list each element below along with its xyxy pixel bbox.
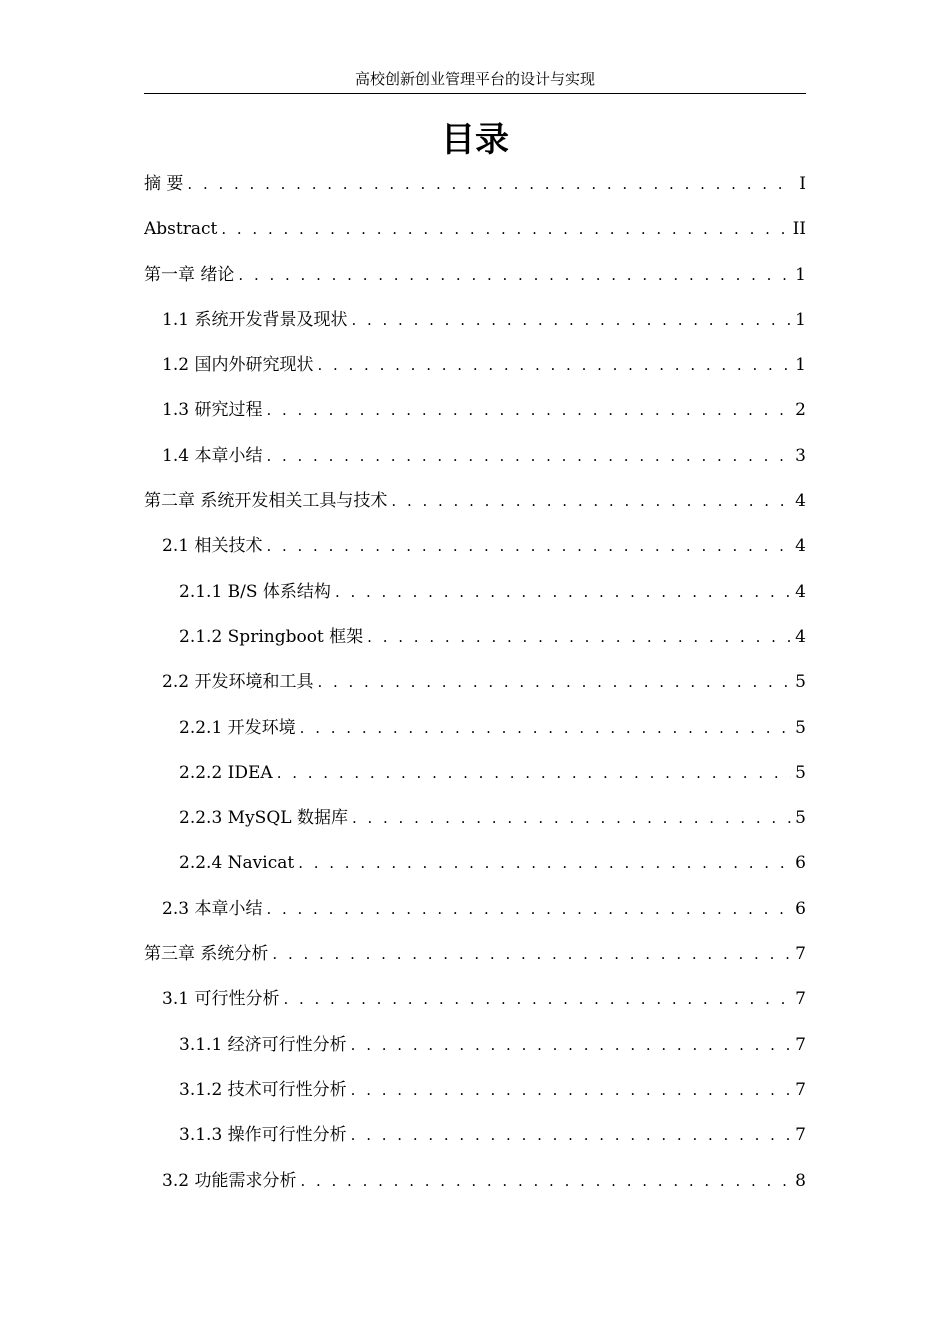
toc-entry-text: 3.1.3 操作可行性分析	[179, 1125, 347, 1146]
toc-entry-text: 1.3 研究过程	[162, 400, 263, 421]
toc-dot-leader	[352, 805, 791, 831]
toc-entry[interactable]	[144, 352, 806, 397]
toc-entry-text: 3.2 功能需求分析	[162, 1170, 297, 1191]
toc-dot-leader	[266, 896, 791, 922]
toc-entry[interactable]	[144, 1168, 806, 1213]
toc-page-number: 7	[795, 989, 806, 1010]
toc-page-number: 1	[795, 355, 806, 376]
toc-dot-leader	[266, 443, 791, 469]
toc-page-number: 2	[795, 400, 806, 421]
toc-entry[interactable]	[144, 760, 806, 805]
toc-entry[interactable]	[144, 443, 806, 488]
toc-dot-leader	[391, 488, 791, 514]
toc-entry-text: 2.2.3 MySQL 数据库	[179, 808, 348, 829]
toc-entry-text: 2.2.1 开发环境	[179, 717, 296, 738]
toc-entry[interactable]	[144, 262, 806, 307]
toc-entry[interactable]	[144, 533, 806, 578]
toc-entry[interactable]	[144, 1122, 806, 1167]
toc-entry[interactable]	[144, 850, 806, 895]
toc-page-number: 7	[795, 1125, 806, 1146]
toc-dot-leader	[367, 624, 791, 650]
toc-title: 目录	[441, 120, 509, 160]
toc-dot-leader	[187, 171, 792, 197]
toc-entry[interactable]	[144, 941, 806, 986]
toc-entry-text: 1.2 国内外研究现状	[162, 355, 314, 376]
toc-entry-text: 2.1.2 Springboot 框架	[179, 626, 364, 647]
toc-entry[interactable]	[144, 488, 806, 533]
toc-entry[interactable]	[144, 1032, 806, 1077]
toc-page-number: 7	[795, 1079, 806, 1100]
toc-list	[144, 171, 806, 1213]
toc-entry-text: 2.1.1 B/S 体系结构	[179, 581, 331, 602]
toc-entry[interactable]	[144, 669, 806, 714]
running-header: 高校创新创业管理平台的设计与实现	[354, 70, 595, 88]
toc-dot-leader	[351, 1077, 792, 1103]
toc-entry[interactable]	[144, 579, 806, 624]
toc-dot-leader	[283, 986, 791, 1012]
toc-entry-text: 1.4 本章小结	[162, 445, 263, 466]
toc-dot-leader	[351, 307, 791, 333]
toc-dot-leader	[351, 1032, 792, 1058]
toc-dot-leader	[335, 579, 791, 605]
toc-page-number: 1	[795, 309, 806, 330]
toc-dot-leader	[300, 1168, 791, 1194]
toc-dot-leader	[277, 760, 791, 786]
header-rule	[144, 93, 806, 94]
toc-page-number: 3	[795, 445, 806, 466]
toc-dot-leader	[300, 715, 792, 741]
toc-entry-text: 3.1 可行性分析	[162, 989, 280, 1010]
toc-entry-text: 第二章 系统开发相关工具与技术	[144, 491, 388, 512]
toc-dot-leader	[351, 1122, 792, 1148]
toc-entry-text: 3.1.2 技术可行性分析	[179, 1079, 347, 1100]
toc-entry-text: 2.3 本章小结	[162, 898, 263, 919]
toc-entry[interactable]	[144, 624, 806, 669]
toc-entry-text: 第三章 系统分析	[144, 944, 269, 965]
toc-entry-text: 第一章 绪论	[144, 264, 235, 285]
toc-entry[interactable]	[144, 307, 806, 352]
toc-page-number: 4	[795, 491, 806, 512]
toc-page-number: 8	[795, 1170, 806, 1191]
toc-entry-text: Abstract	[144, 219, 218, 240]
toc-dot-leader	[317, 352, 791, 378]
toc-entry[interactable]	[144, 715, 806, 760]
toc-entry[interactable]	[144, 896, 806, 941]
toc-page-number: 4	[795, 626, 806, 647]
toc-page-number: 5	[795, 717, 806, 738]
toc-entry-text: 2.2.4 Navicat	[179, 853, 295, 874]
toc-entry-text: 3.1.1 经济可行性分析	[179, 1034, 347, 1055]
toc-dot-leader	[266, 397, 791, 423]
toc-entry-text: 摘 要	[144, 174, 184, 194]
toc-page-number: 6	[795, 853, 806, 874]
toc-dot-leader	[272, 941, 791, 967]
toc-entry[interactable]	[144, 216, 806, 261]
toc-entry-text: 2.1 相关技术	[162, 536, 263, 557]
toc-page-number: 5	[795, 762, 806, 783]
toc-page-number: 5	[795, 672, 806, 693]
toc-dot-leader	[238, 262, 791, 288]
toc-page-number: 7	[795, 944, 806, 965]
toc-entry[interactable]	[144, 1077, 806, 1122]
toc-dot-leader	[317, 669, 791, 695]
toc-page-number: I	[799, 174, 806, 194]
toc-page-number: 4	[795, 581, 806, 602]
toc-page-number: 7	[795, 1034, 806, 1055]
toc-page-number: 1	[795, 264, 806, 285]
toc-page-number: 4	[795, 536, 806, 557]
toc-dot-leader	[221, 216, 788, 242]
toc-entry[interactable]	[144, 397, 806, 442]
toc-dot-leader	[266, 533, 791, 559]
toc-entry[interactable]	[144, 171, 806, 216]
toc-entry[interactable]	[144, 986, 806, 1031]
toc-entry-text: 2.2.2 IDEA	[179, 762, 273, 783]
toc-page-number: 5	[795, 808, 806, 829]
toc-entry-text: 1.1 系统开发背景及现状	[162, 309, 348, 330]
toc-dot-leader	[298, 850, 791, 876]
toc-page-number: II	[792, 219, 806, 240]
toc-page-number: 6	[795, 898, 806, 919]
toc-entry-text: 2.2 开发环境和工具	[162, 672, 314, 693]
toc-entry[interactable]	[144, 805, 806, 850]
